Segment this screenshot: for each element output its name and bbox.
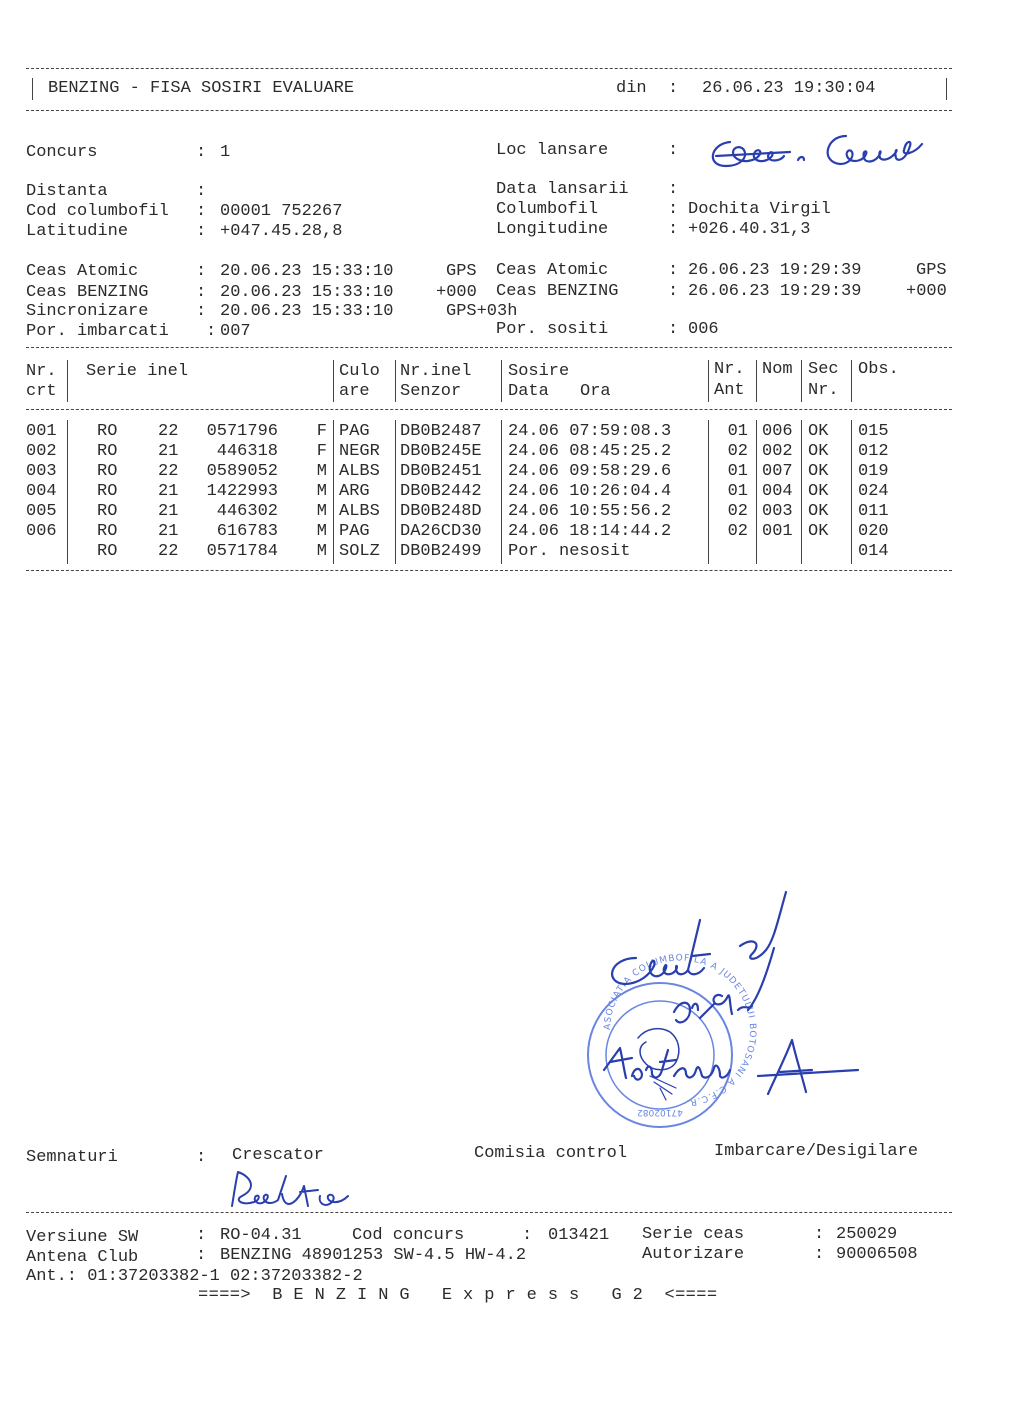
cell-nom: 004 [762, 482, 793, 501]
col-sosire: Sosire [508, 362, 570, 381]
cell-culoare: SOLZ [339, 542, 380, 561]
concurs-label: Concurs [26, 143, 98, 162]
cell-sex: M [316, 462, 327, 481]
col-sosire-data: Data [508, 382, 549, 401]
cell-obs: 019 [858, 462, 889, 481]
table-header-rule [26, 409, 952, 410]
clock-right-suffix: GPS [916, 261, 947, 280]
cell-tara: RO [97, 482, 118, 501]
cell-crt: 001 [26, 422, 57, 441]
columbofil-value: Dochita Virgil [688, 200, 831, 219]
cell-obs: 015 [858, 422, 889, 441]
cell-tara: RO [97, 522, 118, 541]
cell-sosire: 24.06 10:55:56.2 [508, 502, 672, 521]
cell-sosire: 24.06 08:45:25.2 [508, 442, 672, 461]
cell-senzor: DB0B2442 [400, 482, 482, 501]
cell-sosire: 24.06 18:14:44.2 [508, 522, 672, 541]
cell-sex: F [316, 442, 327, 461]
cell-obs: 024 [858, 482, 889, 501]
cell-an: 21 [158, 442, 179, 461]
cell-inel: 446318 [216, 442, 278, 461]
comisia-label: Comisia control [474, 1144, 628, 1163]
cell-nom: 003 [762, 502, 793, 521]
cell-an: 22 [158, 542, 179, 561]
cell-tara: RO [97, 422, 118, 441]
longitudine-label: Longitudine [496, 220, 609, 239]
cell-culoare: PAG [339, 422, 370, 441]
col-obs: Obs. [858, 360, 899, 379]
brand-line: ====> B E N Z I N G E x p r e s s G 2 <==== [198, 1286, 718, 1305]
clock-left-value: 20.06.23 15:33:10 [220, 283, 394, 302]
cell-inel: 0589052 [206, 462, 278, 481]
autorizare-label: Autorizare [642, 1245, 745, 1264]
clock-left-label: Por. imbarcati [26, 322, 169, 341]
col-sec-2: Nr. [808, 381, 839, 400]
col-culoare: Culo [339, 362, 380, 381]
col-culoare-2: are [339, 382, 370, 401]
cell-ant: 01 [727, 422, 748, 441]
crescator-label: Crescator [232, 1146, 324, 1165]
clock-left-suffix: GPS [446, 262, 477, 281]
date-label: din [616, 79, 647, 98]
longitudine-value: +026.40.31,3 [688, 220, 811, 239]
cell-sosire: Por. nesosit [508, 542, 631, 561]
cod-concurs-value: 013421 [548, 1226, 610, 1245]
cell-sec: OK [808, 462, 829, 481]
cell-tara: RO [97, 502, 118, 521]
cell-ant: 01 [727, 462, 748, 481]
clock-right-label: Por. sositi [496, 320, 609, 339]
table-bottom-rule [26, 570, 952, 571]
columbofil-label: Columbofil [496, 200, 599, 219]
cod-concurs-label: Cod concurs [352, 1226, 465, 1245]
cell-crt: 006 [26, 522, 57, 541]
cell-senzor: DB0B245E [400, 442, 482, 461]
cell-inel: 0571796 [206, 422, 278, 441]
cell-crt: 003 [26, 462, 57, 481]
versiune-label: Versiune SW [26, 1228, 139, 1247]
cell-sec: OK [808, 522, 829, 541]
latitudine-value: +047.45.28,8 [220, 222, 343, 241]
cell-crt: 004 [26, 482, 57, 501]
loc-lansare-label: Loc lansare [496, 141, 609, 160]
cell-sec: OK [808, 442, 829, 461]
clock-left-label: Ceas Atomic [26, 262, 139, 281]
serie-ceas-label: Serie ceas [642, 1225, 745, 1244]
col-nr-ant: Nr. [714, 360, 745, 379]
print-date: 26.06.23 19:30:04 [702, 79, 876, 98]
col-sosire-ora: Ora [580, 382, 611, 401]
cell-culoare: PAG [339, 522, 370, 541]
cell-inel: 446302 [216, 502, 278, 521]
col-nr-ant-2: Ant [714, 381, 745, 400]
antena-value: BENZING 48901253 SW-4.5 HW-4.2 [220, 1246, 527, 1265]
cell-sosire: 24.06 09:58:29.6 [508, 462, 672, 481]
col-nr-crt: Nr. [26, 362, 57, 381]
cell-sosire: 24.06 07:59:08.3 [508, 422, 672, 441]
cell-culoare: ALBS [339, 462, 380, 481]
cell-senzor: DB0B2487 [400, 422, 482, 441]
cell-ant: 02 [727, 522, 748, 541]
col-senzor: Senzor [400, 382, 462, 401]
clock-right-suffix: +000 [906, 282, 947, 301]
cell-an: 21 [158, 482, 179, 501]
distanta-label: Distanta [26, 182, 108, 201]
cell-ant: 02 [727, 442, 748, 461]
antenna-ids: Ant.: 01:37203382-1 02:37203382-2 [26, 1267, 363, 1286]
clock-right-value: 26.06.23 19:29:39 [688, 282, 862, 301]
clock-right-label: Ceas BENZING [496, 282, 619, 301]
autorizare-value: 90006508 [836, 1245, 918, 1264]
antena-label: Antena Club [26, 1248, 139, 1267]
header-right-bar [946, 78, 947, 100]
imbarcare-label: Imbarcare/Desigilare [714, 1142, 919, 1161]
cell-culoare: NEGR [339, 442, 380, 461]
latitudine-label: Latitudine [26, 222, 129, 241]
cell-sex: M [316, 522, 327, 541]
cell-nom: 006 [762, 422, 793, 441]
clock-left-label: Sincronizare [26, 302, 149, 321]
col-nr-crt-2: crt [26, 382, 57, 401]
cell-an: 22 [158, 422, 179, 441]
stamp-text: ASOCIATIA COLUMBOFILA A JUDETULUI BOTOSANI A.C.F.C.R. [602, 953, 758, 1108]
col-serie-inel: Serie inel [86, 362, 189, 381]
cod-columbofil-label: Cod columbofil [26, 202, 169, 221]
cell-inel: 1422993 [206, 482, 278, 501]
cell-an: 21 [158, 502, 179, 521]
clock-left-label: Ceas BENZING [26, 283, 149, 302]
cell-ant: 02 [727, 502, 748, 521]
cell-senzor: DB0B2499 [400, 542, 482, 561]
cell-sosire: 24.06 10:26:04.4 [508, 482, 672, 501]
cell-inel: 0571784 [206, 542, 278, 561]
concurs-value: 1 [220, 143, 231, 162]
stamp-code: 47102082 [637, 1107, 683, 1117]
cod-columbofil-value: 00001 752267 [220, 202, 343, 221]
cell-sex: M [316, 482, 327, 501]
cell-sex: M [316, 542, 327, 561]
cell-crt: 002 [26, 442, 57, 461]
col-nr-inel: Nr.inel [400, 362, 472, 381]
clock-left-suffix: GPS+03h [446, 302, 518, 321]
cell-nom: 001 [762, 522, 793, 541]
cell-senzor: DA26CD30 [400, 522, 482, 541]
col-sec: Sec [808, 360, 839, 379]
cell-inel: 616783 [216, 522, 278, 541]
cell-sec: OK [808, 422, 829, 441]
semnaturi-label: Semnaturi [26, 1148, 118, 1167]
cell-sec: OK [808, 502, 829, 521]
cell-culoare: ALBS [339, 502, 380, 521]
document-title: BENZING - FISA SOSIRI EVALUARE [48, 79, 355, 98]
cell-nom: 007 [762, 462, 793, 481]
loc-lansare-handwriting [700, 122, 930, 178]
clock-left-value: 20.06.23 15:33:10 [220, 262, 394, 281]
versiune-value: RO-04.31 [220, 1226, 302, 1245]
cell-sec: OK [808, 482, 829, 501]
cell-crt: 005 [26, 502, 57, 521]
serie-ceas-value: 250029 [836, 1225, 898, 1244]
svg-text:ASOCIATIA COLUMBOFILA A JUDETU [603, 953, 757, 1107]
cell-senzor: DB0B248D [400, 502, 482, 521]
imbarcati-value: 007 [220, 322, 251, 341]
clock-left-suffix: +000 [436, 283, 477, 302]
cell-tara: RO [97, 442, 118, 461]
cell-obs: 020 [858, 522, 889, 541]
cell-obs: 011 [858, 502, 889, 521]
clock-left-value: 20.06.23 15:33:10 [220, 302, 394, 321]
signatures-and-stamp [580, 880, 880, 1130]
cell-tara: RO [97, 542, 118, 561]
sositi-value: 006 [688, 320, 719, 339]
data-lansarii-label: Data lansarii [496, 180, 629, 199]
cell-sex: M [316, 502, 327, 521]
table-top-rule [26, 347, 952, 348]
cell-culoare: ARG [339, 482, 370, 501]
header-top-rule [26, 68, 952, 69]
crescator-signature [224, 1166, 364, 1218]
clock-right-value: 26.06.23 19:29:39 [688, 261, 862, 280]
header-bottom-rule [26, 110, 952, 111]
cell-an: 22 [158, 462, 179, 481]
clock-right-label: Ceas Atomic [496, 261, 609, 280]
cell-nom: 002 [762, 442, 793, 461]
header-left-bar [32, 78, 33, 100]
cell-sex: F [316, 422, 327, 441]
cell-obs: 012 [858, 442, 889, 461]
cell-obs: 014 [858, 542, 889, 561]
cell-tara: RO [97, 462, 118, 481]
cell-senzor: DB0B2451 [400, 462, 482, 481]
col-nom: Nom [762, 360, 793, 379]
footer-top-rule [26, 1212, 952, 1213]
cell-ant: 01 [727, 482, 748, 501]
cell-an: 21 [158, 522, 179, 541]
